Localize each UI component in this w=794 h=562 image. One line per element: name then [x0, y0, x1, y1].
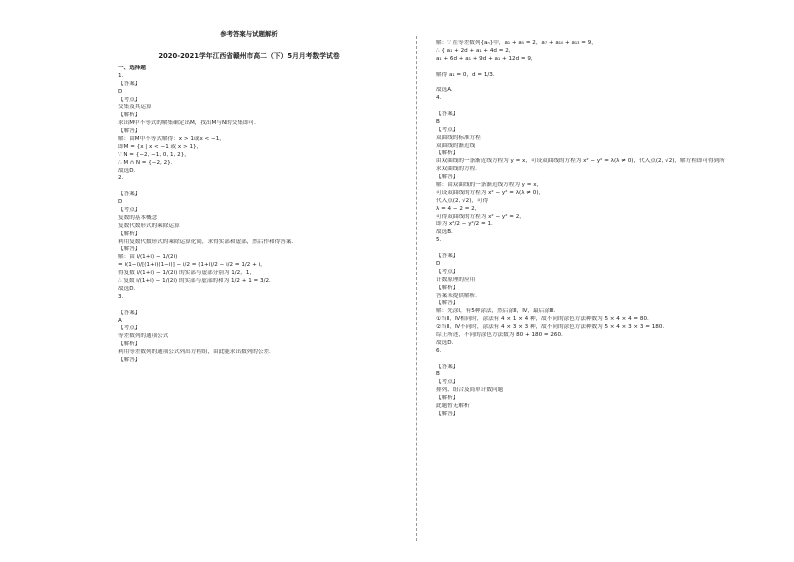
text-line: 得复数 i/(1+i) − 1/(2i) 的实部与虚部分别为 1/2，1， — [118, 270, 255, 277]
text-line: 2. — [118, 175, 124, 182]
text-line — [118, 183, 380, 191]
text-line: 解得 a₁ = 0，d = 1/3. — [436, 71, 495, 78]
text-line: 利用复数代数形式的乘除运算化简，求得实部和虚部，然后作和得答案. — [118, 238, 294, 245]
text-line: 【考点】 — [118, 325, 141, 332]
text-line: 排列、组合及简单计数问题 — [436, 387, 504, 394]
text-line: 可得双曲线的方程为 x² − y² = 2， — [436, 213, 525, 220]
text-line: B — [436, 118, 440, 125]
section-heading: 一、选择题 — [118, 65, 146, 71]
text-line — [436, 103, 736, 111]
text-line: 求双曲线的方程. — [436, 166, 477, 173]
text-line: 【答案】 — [118, 309, 141, 316]
text-line: 可设双曲线的方程为 x² − y² = λ(λ ≠ 0)， — [436, 189, 545, 196]
text-line: 【答案】 — [436, 363, 459, 370]
text-line: 答案未提供解析. — [436, 292, 477, 299]
text-line: 5. — [436, 237, 442, 244]
text-line: D — [118, 88, 123, 95]
text-line — [436, 245, 736, 253]
text-line: 【解答】 — [436, 300, 459, 307]
text-line: 【答案】 — [436, 253, 459, 260]
text-line: 【解答】 — [436, 174, 459, 181]
answer-heading: 参考答案与试题解析 — [220, 30, 278, 38]
left-column — [118, 30, 380, 365]
right-column — [436, 40, 736, 419]
text-line: 1. — [118, 72, 124, 79]
text-line: 解：由双曲线的一条渐近线方程为 y = x， — [436, 182, 543, 189]
text-line: ∴ { a₁ + 2d + a₁ + 4d = 2, — [436, 47, 511, 54]
text-line: 【考点】 — [436, 268, 459, 275]
text-line: ∵ N = {−2, −1, 0, 1, 2}， — [118, 151, 190, 158]
text-line: 【解答】 — [118, 128, 141, 135]
text-line: 解：由 i/(1+i) − 1/(2i) — [118, 254, 178, 261]
text-line: 4. — [436, 95, 442, 102]
column-divider — [416, 36, 417, 541]
text-line: 【解析】 — [436, 284, 459, 291]
text-line: 双曲线的标准方程 — [436, 134, 481, 141]
text-line: 【解析】 — [118, 341, 141, 348]
text-line: 【解答】 — [118, 356, 141, 363]
text-line: 【解析】 — [118, 230, 141, 237]
text-line — [436, 64, 736, 72]
text-line: 【考点】 — [436, 126, 459, 133]
text-line: 复数的基本概念 — [118, 214, 158, 221]
left-text-lines — [118, 73, 380, 365]
text-line: 【考点】 — [118, 207, 141, 214]
text-line: 等差数列的通项公式 — [118, 333, 169, 340]
text-line: A — [118, 317, 122, 324]
text-line: 6. — [436, 347, 442, 354]
text-line: 【答案】 — [118, 191, 141, 198]
text-line: ∴ 复数 i/(1+i) − 1/(2i) 的实部与虚部的和为 1/2 + 1 = 3/2. — [118, 278, 271, 285]
text-line: 解：先涂Ⅰ，有5种涂法，然后涂Ⅱ，Ⅳ，最后涂Ⅲ. — [436, 308, 556, 315]
text-line: D — [436, 260, 441, 267]
text-line: a₁ + 6d + a₁ + 9d + a₁ + 12d = 9, — [436, 55, 533, 62]
text-line: 【解答】 — [118, 246, 141, 253]
text-line: 即M = {x | x < −1 或 x > 1}， — [118, 143, 203, 150]
text-line: 故选D. — [118, 285, 136, 292]
text-line: 双曲线的渐近线 — [436, 142, 476, 149]
text-line: 复数代数形式的乘除运算 — [118, 222, 180, 229]
text-line: 由双曲线的一条渐近线方程为 y = x，可设双曲线的方程为 x² − y² = λ(λ ≠ 0)，代入点(2, √2)，解方程即可得到所 — [436, 158, 725, 165]
text-line: 故选D. — [436, 339, 454, 346]
text-line: ②当Ⅱ，Ⅳ不同时，涂法有 4 × 3 × 3 种，故不同的涂色方法种数为 5 × 4 × 3 × 3 = 180. — [436, 324, 665, 331]
text-line: 利用等差数列的通项公式列出方程组，由此能求出数列的公差. — [118, 349, 271, 356]
text-line — [436, 356, 736, 364]
text-line — [436, 79, 736, 87]
text-line: = i(1−i)/[(1+i)(1−i)] − i/2 = (1+i)/2 − i/2 = 1/2 + i， — [118, 262, 266, 269]
text-line: 此题暂无解析 — [436, 402, 470, 409]
text-line: 计数原理的应用 — [436, 276, 476, 283]
text-line: 故选D. — [118, 167, 136, 174]
text-line: 【解答】 — [436, 410, 459, 417]
text-line: 【考点】 — [118, 96, 141, 103]
text-line: 【考点】 — [436, 379, 459, 386]
text-line: 交集及其运算 — [118, 104, 152, 111]
text-line: 【解析】 — [436, 395, 459, 402]
text-line: 【解析】 — [118, 112, 141, 119]
text-line: 综上所述，不同的涂色方法数为 80 + 180 = 260. — [436, 331, 563, 338]
right-text-lines — [436, 40, 736, 419]
exam-title: 2020-2021学年江西省赣州市高二（下）5月月考数学试卷 — [158, 52, 340, 60]
text-line: 故选B. — [436, 229, 453, 236]
text-line: 【解析】 — [436, 150, 459, 157]
text-line: 即为 x²/2 − y²/2 = 1. — [436, 221, 493, 228]
text-line: 求出M中不等式的解集确定出M，找出M与N的交集即可. — [118, 120, 256, 127]
text-line: 【答案】 — [436, 111, 459, 118]
text-line: ∴ M ∩ N = {−2, 2}. — [118, 159, 173, 166]
text-line: 【答案】 — [118, 80, 141, 87]
text-line: 代入点(2, √2)，可得 — [436, 197, 489, 204]
text-line: λ = 4 − 2 = 2， — [436, 205, 481, 212]
text-line: ①当Ⅱ，Ⅳ相同时，涂法有 4 × 1 × 4 种，故不同的涂色方法种数为 5 × 4 × 4 = 80. — [436, 316, 649, 323]
text-line: 3. — [118, 293, 124, 300]
text-line — [118, 302, 380, 310]
text-line: B — [436, 371, 440, 378]
text-line: 解：由M中不等式解得：x > 1或x < −1， — [118, 136, 225, 143]
text-line: D — [118, 199, 123, 206]
text-line: 解：∵ 在等差数列{aₙ}中，a₁ + a₅ = 2，a₇ + a₁₀ + a₁₃ = 9， — [436, 40, 597, 46]
text-line: 故选A. — [436, 87, 453, 94]
